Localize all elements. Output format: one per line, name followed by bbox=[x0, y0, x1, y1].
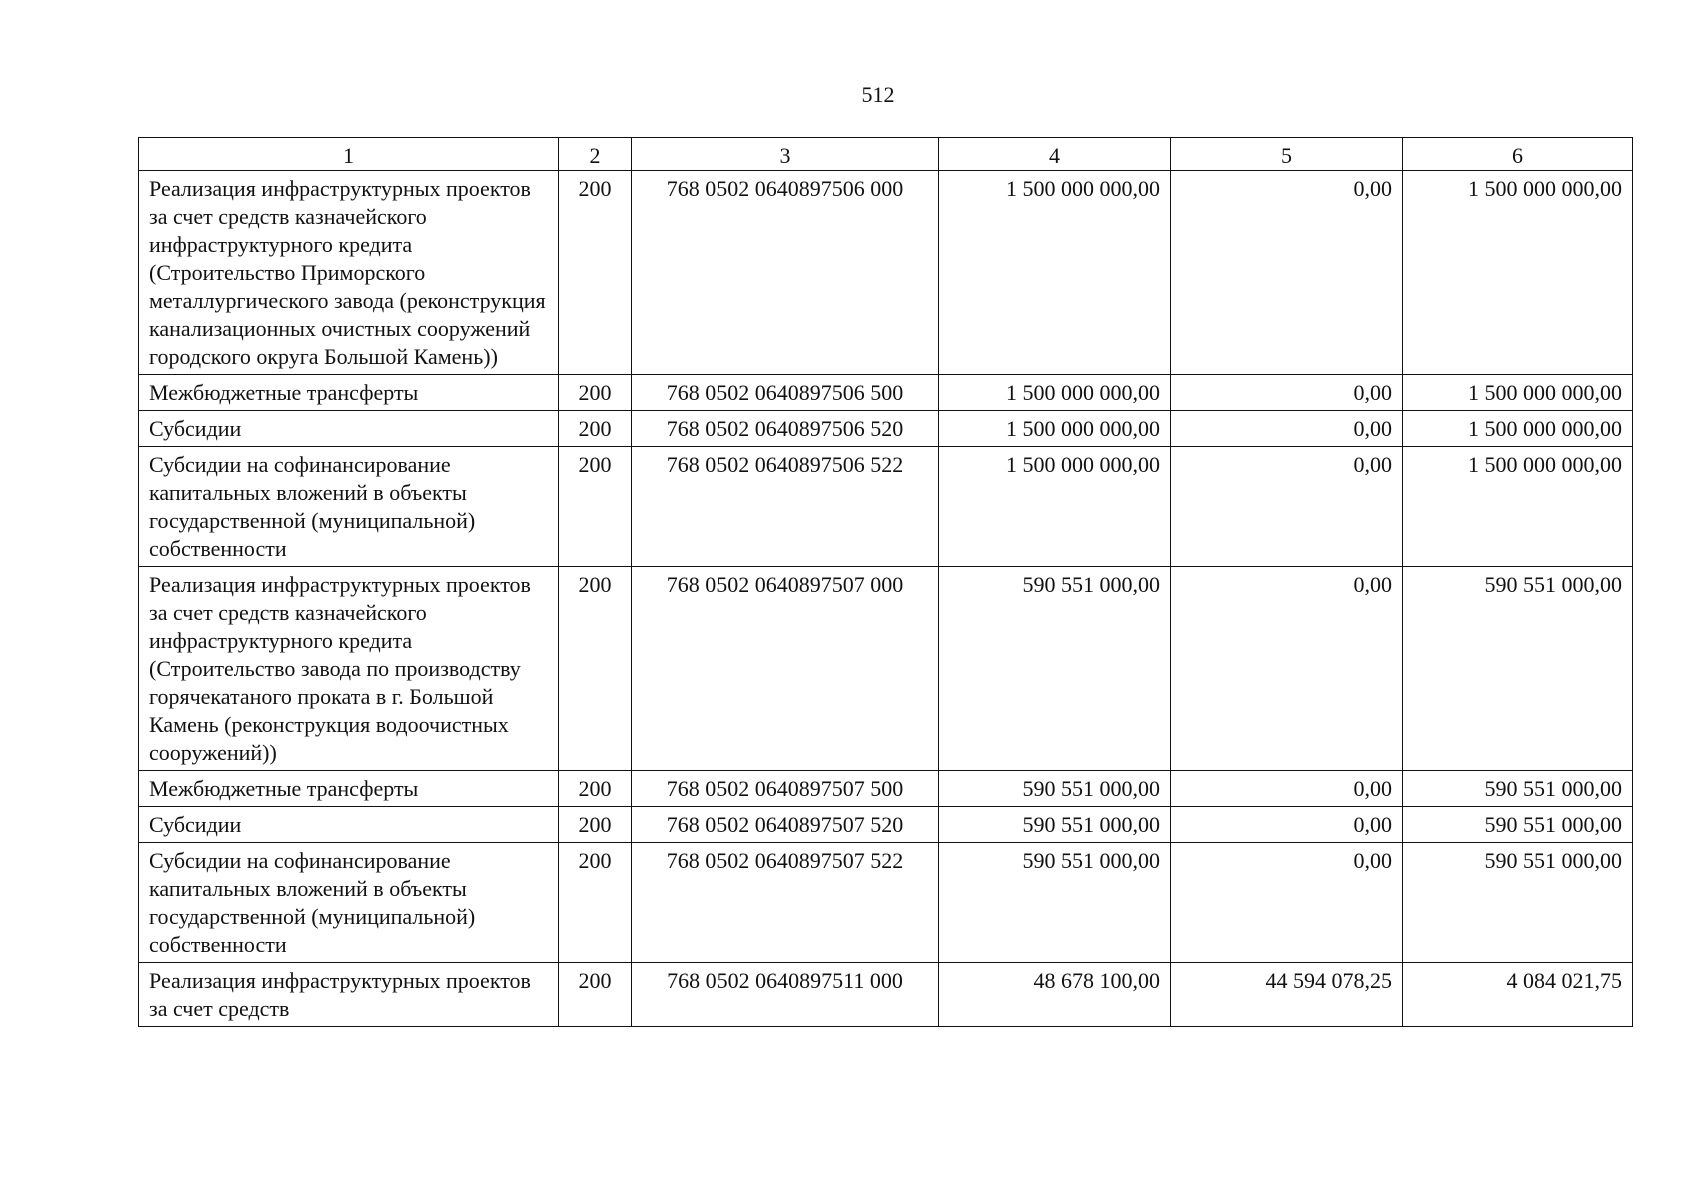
column-header: 3 bbox=[632, 138, 939, 171]
row-col5: 44 594 078,25 bbox=[1171, 963, 1403, 1027]
row-name: Субсидии на софинансирование капитальных вложений в объекты государственной (муниципальной) собственности bbox=[139, 447, 559, 567]
row-col5: 0,00 bbox=[1171, 447, 1403, 567]
row-col5: 0,00 bbox=[1171, 771, 1403, 807]
row-name: Реализация инфраструктурных проектов за счет средств bbox=[139, 963, 559, 1027]
budget-table bbox=[138, 137, 1633, 1027]
row-code: 768 0502 0640897506 000 bbox=[632, 171, 939, 375]
row-col6: 1 500 000 000,00 bbox=[1403, 411, 1633, 447]
row-name: Субсидии на софинансирование капитальных вложений в объекты государственной (муниципальной) собственности bbox=[139, 843, 559, 963]
row-col4: 48 678 100,00 bbox=[939, 963, 1171, 1027]
row-col6: 4 084 021,75 bbox=[1403, 963, 1633, 1027]
row-code: 768 0502 0640897506 520 bbox=[632, 411, 939, 447]
row-col6: 1 500 000 000,00 bbox=[1403, 447, 1633, 567]
row-col5: 0,00 bbox=[1171, 171, 1403, 375]
table-row bbox=[139, 411, 1633, 447]
column-header: 5 bbox=[1171, 138, 1403, 171]
row-col5: 0,00 bbox=[1171, 411, 1403, 447]
row-col4: 590 551 000,00 bbox=[939, 843, 1171, 963]
row-col5: 0,00 bbox=[1171, 375, 1403, 411]
row-name: Межбюджетные трансферты bbox=[139, 375, 559, 411]
table-body bbox=[139, 171, 1633, 1027]
table-row bbox=[139, 567, 1633, 771]
row-col6: 1 500 000 000,00 bbox=[1403, 375, 1633, 411]
row-code: 768 0502 0640897511 000 bbox=[632, 963, 939, 1027]
table-row bbox=[139, 171, 1633, 375]
column-header: 6 bbox=[1403, 138, 1633, 171]
row-col5: 0,00 bbox=[1171, 807, 1403, 843]
row-col6: 590 551 000,00 bbox=[1403, 567, 1633, 771]
table-row bbox=[139, 843, 1633, 963]
row-code: 768 0502 0640897507 522 bbox=[632, 843, 939, 963]
row-col2: 200 bbox=[559, 963, 632, 1027]
row-name: Реализация инфраструктурных проектов за счет средств казначейского инфраструктурного кредита (Строительство завода по производству горячекатаного проката в г. Большой Камень (реконструкция водоочистных сооружений)) bbox=[139, 567, 559, 771]
page-number: 512 bbox=[861, 82, 895, 107]
row-col4: 1 500 000 000,00 bbox=[939, 411, 1171, 447]
row-col5: 0,00 bbox=[1171, 567, 1403, 771]
row-col4: 590 551 000,00 bbox=[939, 807, 1171, 843]
row-col5: 0,00 bbox=[1171, 843, 1403, 963]
row-col2: 200 bbox=[559, 567, 632, 771]
row-col6: 1 500 000 000,00 bbox=[1403, 171, 1633, 375]
header-row bbox=[139, 138, 1633, 171]
row-code: 768 0502 0640897507 520 bbox=[632, 807, 939, 843]
row-code: 768 0502 0640897507 000 bbox=[632, 567, 939, 771]
column-header: 1 bbox=[139, 138, 559, 171]
row-col2: 200 bbox=[559, 411, 632, 447]
row-col4: 1 500 000 000,00 bbox=[939, 171, 1171, 375]
table-row bbox=[139, 807, 1633, 843]
table-row bbox=[139, 963, 1633, 1027]
row-col2: 200 bbox=[559, 171, 632, 375]
row-col4: 1 500 000 000,00 bbox=[939, 375, 1171, 411]
row-name: Межбюджетные трансферты bbox=[139, 771, 559, 807]
row-col6: 590 551 000,00 bbox=[1403, 843, 1633, 963]
column-header: 2 bbox=[559, 138, 632, 171]
row-code: 768 0502 0640897506 522 bbox=[632, 447, 939, 567]
row-col4: 1 500 000 000,00 bbox=[939, 447, 1171, 567]
row-code: 768 0502 0640897506 500 bbox=[632, 375, 939, 411]
row-col6: 590 551 000,00 bbox=[1403, 771, 1633, 807]
table-header bbox=[139, 138, 1633, 171]
table-row bbox=[139, 447, 1633, 567]
table-row bbox=[139, 771, 1633, 807]
row-col2: 200 bbox=[559, 843, 632, 963]
row-name: Реализация инфраструктурных проектов за счет средств казначейского инфраструктурного кредита (Строительство Приморского металлургического завода (реконструкция канализационных очистных сооружений городского округа Большой Камень)) bbox=[139, 171, 559, 375]
row-name: Субсидии bbox=[139, 411, 559, 447]
row-col4: 590 551 000,00 bbox=[939, 771, 1171, 807]
row-col2: 200 bbox=[559, 447, 632, 567]
column-header: 4 bbox=[939, 138, 1171, 171]
row-name: Субсидии bbox=[139, 807, 559, 843]
row-col2: 200 bbox=[559, 375, 632, 411]
row-col4: 590 551 000,00 bbox=[939, 567, 1171, 771]
table-row bbox=[139, 375, 1633, 411]
row-col2: 200 bbox=[559, 807, 632, 843]
row-col6: 590 551 000,00 bbox=[1403, 807, 1633, 843]
row-code: 768 0502 0640897507 500 bbox=[632, 771, 939, 807]
row-col2: 200 bbox=[559, 771, 632, 807]
